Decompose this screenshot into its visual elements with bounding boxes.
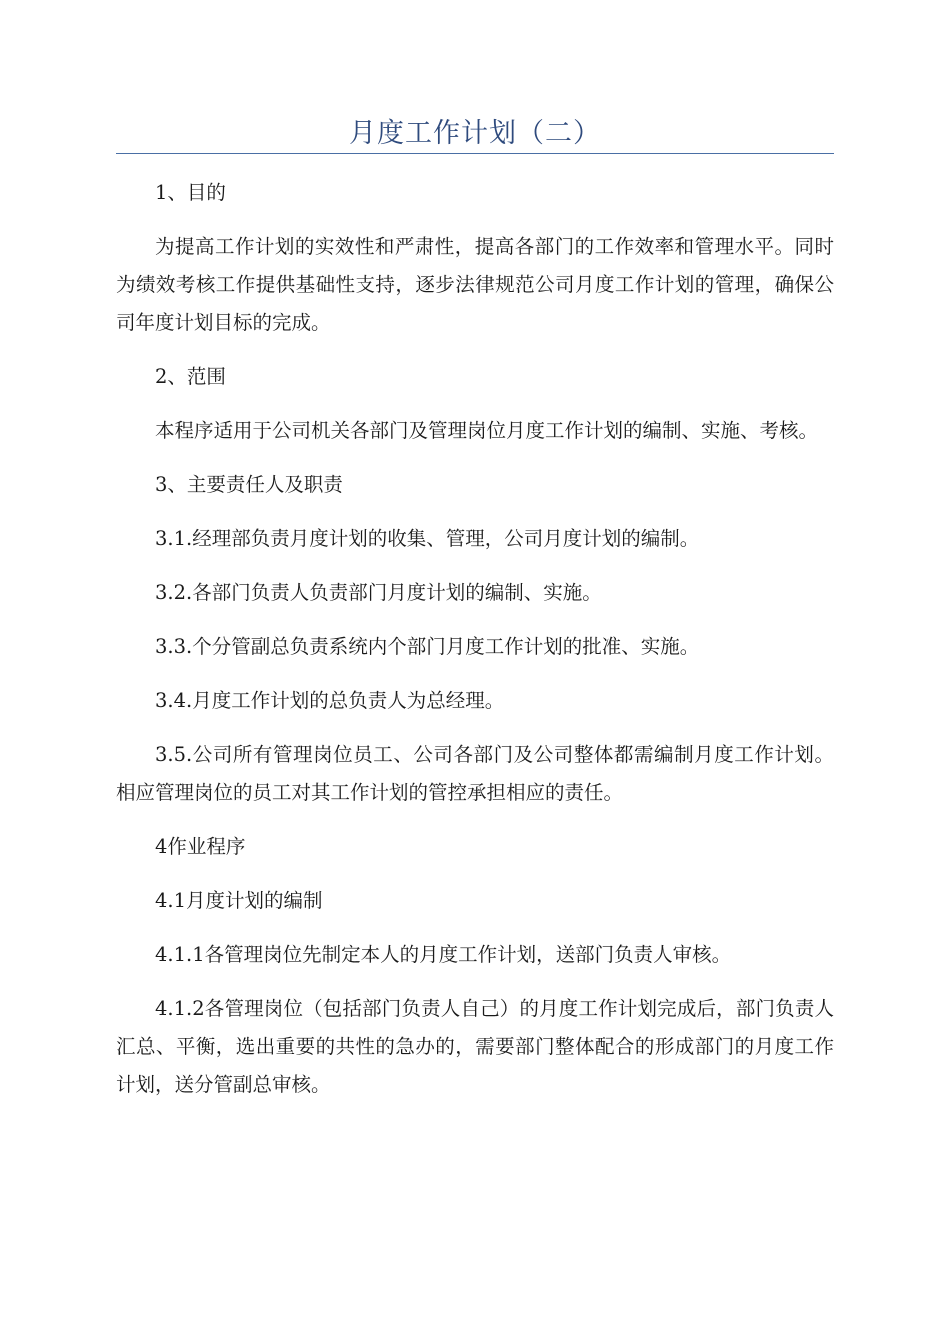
section-heading-procedure: 4作业程序 [155, 835, 246, 858]
clause-4-1-2: 4.1.2各管理岗位（包括部门负责人自己）的月度工作计划完成后，部门负责人汇总、平衡，选出重要的共性的急办的，需要部门整体配合的形成部门的月度工作计划，送分管副总审核。 [116, 997, 834, 1096]
clause-3-1: 3.1.经理部负责月度计划的收集、管理，公司月度计划的编制。 [155, 527, 700, 550]
document-body [116, 174, 834, 1104]
title-underline [116, 153, 834, 154]
paragraph-purpose: 为提高工作计划的实效性和严肃性，提高各部门的工作效率和管理水平。同时为绩效考核工作提供基础性支持，逐步法律规范公司月度工作计划的管理，确保公司年度计划目标的完成。 [116, 235, 834, 334]
clause-4-1-1: 4.1.1各管理岗位先制定本人的月度工作计划，送部门负责人审核。 [155, 943, 732, 966]
clause-3-5: 3.5.公司所有管理岗位员工、公司各部门及公司整体都需编制月度工作计划。相应管理岗位的员工对其工作计划的管控承担相应的责任。 [116, 743, 834, 804]
paragraph-scope: 本程序适用于公司机关各部门及管理岗位月度工作计划的编制、实施、考核。 [155, 419, 819, 442]
clause-3-3: 3.3.个分管副总负责系统内个部门月度工作计划的批准、实施。 [155, 635, 700, 658]
section-heading-scope: 2、范围 [155, 365, 226, 388]
section-heading-responsibilities: 3、主要责任人及职责 [155, 473, 343, 496]
subsection-heading-4-1: 4.1月度计划的编制 [155, 889, 323, 912]
clause-3-4: 3.4.月度工作计划的总负责人为总经理。 [155, 689, 505, 712]
document-title: 月度工作计划（二） [349, 118, 601, 149]
clause-3-2: 3.2.各部门负责人负责部门月度计划的编制、实施。 [155, 581, 602, 604]
section-heading-purpose: 1、目的 [155, 181, 226, 204]
